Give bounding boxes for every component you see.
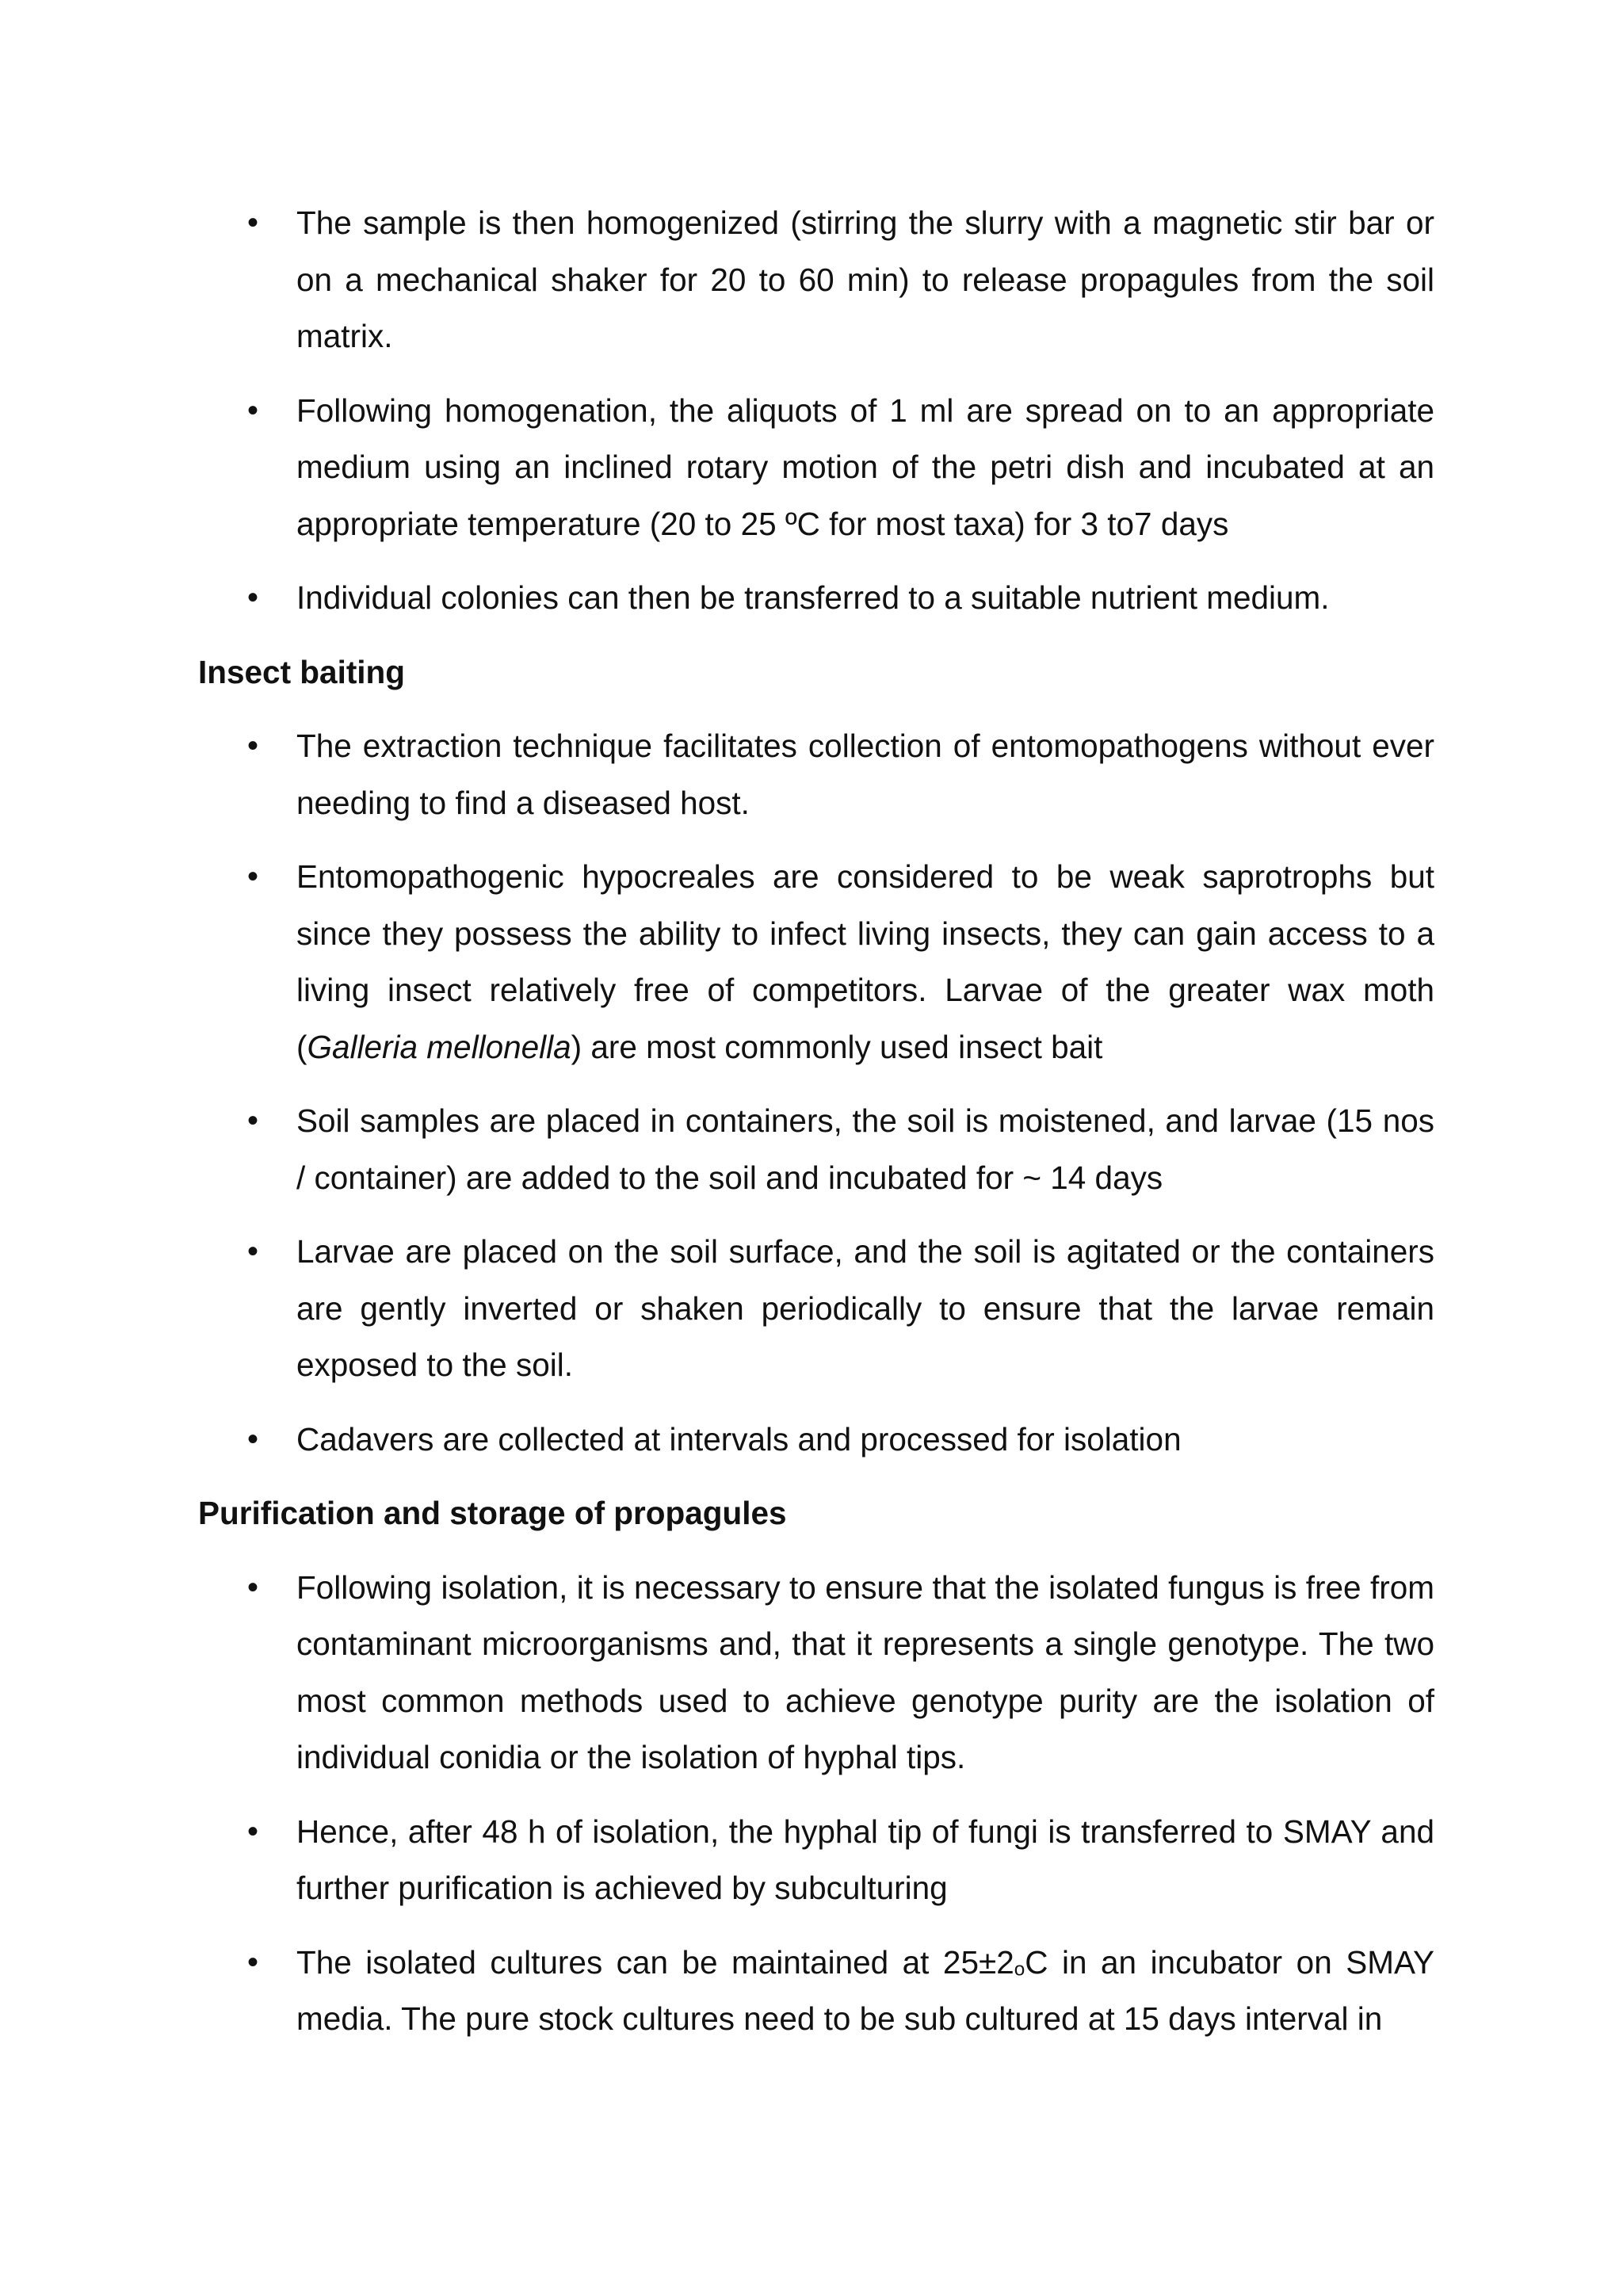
species-name-italic: Galleria mellonella bbox=[307, 1028, 571, 1065]
list-item bbox=[198, 1804, 1434, 1917]
bullet-icon: • bbox=[247, 205, 259, 240]
list-item bbox=[198, 570, 1434, 627]
section-heading-purification: Purification and storage of propagules bbox=[198, 1495, 787, 1531]
bullet-icon: • bbox=[247, 728, 259, 763]
list-item bbox=[198, 1560, 1434, 1786]
bullet-icon: • bbox=[247, 1569, 259, 1605]
bullet-icon: • bbox=[247, 1103, 259, 1138]
text-run: Entomopathogenic hypocreales are considered to be weak saprotrophs but since they possess the ability to infect living insects, they can gain access to a living insect relatively free of competitors. Larvae of the greater wax moth ( bbox=[296, 858, 1434, 1065]
bullet-icon: • bbox=[247, 580, 259, 615]
section-heading-insect-baiting: Insect baiting bbox=[198, 653, 406, 690]
list-item-text: Hence, after 48 h of isolation, the hyphal tip of fungi is transferred to SMAY and further purification is achieved by subculturing bbox=[296, 1813, 1434, 1906]
bullet-icon: • bbox=[247, 1813, 259, 1849]
list-item-text: Individual colonies can then be transferred to a suitable nutrient medium. bbox=[296, 579, 1330, 616]
list-item-text: The extraction technique facilitates collection of entomopathogens without ever needing to find a diseased host. bbox=[296, 728, 1434, 821]
list-item-text bbox=[296, 1944, 1434, 2038]
list-item-text: Soil samples are placed in containers, the soil is moistened, and larvae (15 nos / container) are added to the soil and incubated for ~ 14 days bbox=[296, 1102, 1434, 1196]
list-item-text: Larvae are placed on the soil surface, and the soil is agitated or the containers are gently inverted or shaken periodically to ensure that the larvae remain exposed to the soil. bbox=[296, 1233, 1434, 1383]
text-run: The isolated cultures can be maintained at 25±2 bbox=[296, 1943, 1014, 1981]
list-item-text: The sample is then homogenized (stirring the slurry with a magnetic stir bar or on a mechanical shaker for 20 to 60 min) to release propagules from the soil matrix. bbox=[296, 204, 1434, 354]
list-item bbox=[198, 1935, 1434, 2048]
list-item bbox=[198, 1093, 1434, 1206]
list-item bbox=[198, 1224, 1434, 1394]
list-item bbox=[198, 383, 1434, 553]
bullet-icon: • bbox=[247, 1421, 259, 1457]
list-item-text bbox=[296, 858, 1434, 1065]
bullet-list-insect-baiting bbox=[198, 718, 1434, 1468]
list-item-text: Following homogenation, the aliquots of 1 ml are spread on to an appropriate medium using an inclined rotary motion of the petri dish and incubated at an appropriate temperature (20 to 25 ºC for most taxa) for 3 to7 days bbox=[296, 392, 1434, 542]
bullet-icon: • bbox=[247, 859, 259, 894]
bullet-list-soil-plating bbox=[198, 195, 1434, 627]
bullet-icon: • bbox=[247, 1944, 259, 1980]
document-page bbox=[198, 195, 1434, 2065]
text-run: ) are most commonly used insect bait bbox=[571, 1028, 1103, 1065]
list-item-text: Following isolation, it is necessary to ensure that the isolated fungus is free from contaminant microorganisms and, that it represents a single genotype. The two most common methods used to achieve genotype purity are the isolation of individual conidia or the isolation of hyphal tips. bbox=[296, 1568, 1434, 1775]
list-item bbox=[198, 1412, 1434, 1469]
list-item bbox=[198, 195, 1434, 365]
bullet-icon: • bbox=[247, 1234, 259, 1269]
list-item bbox=[198, 718, 1434, 831]
degree-subscript: o bbox=[1014, 1958, 1025, 1980]
list-item-text: Cadavers are collected at intervals and processed for isolation bbox=[296, 1420, 1182, 1457]
text-run: C in an incubator on SMAY media. The pure stock cultures need to be sub cultured at 15 days interval in bbox=[296, 1943, 1434, 2037]
bullet-icon: • bbox=[247, 392, 259, 428]
bullet-list-purification bbox=[198, 1560, 1434, 2048]
list-item bbox=[198, 849, 1434, 1075]
